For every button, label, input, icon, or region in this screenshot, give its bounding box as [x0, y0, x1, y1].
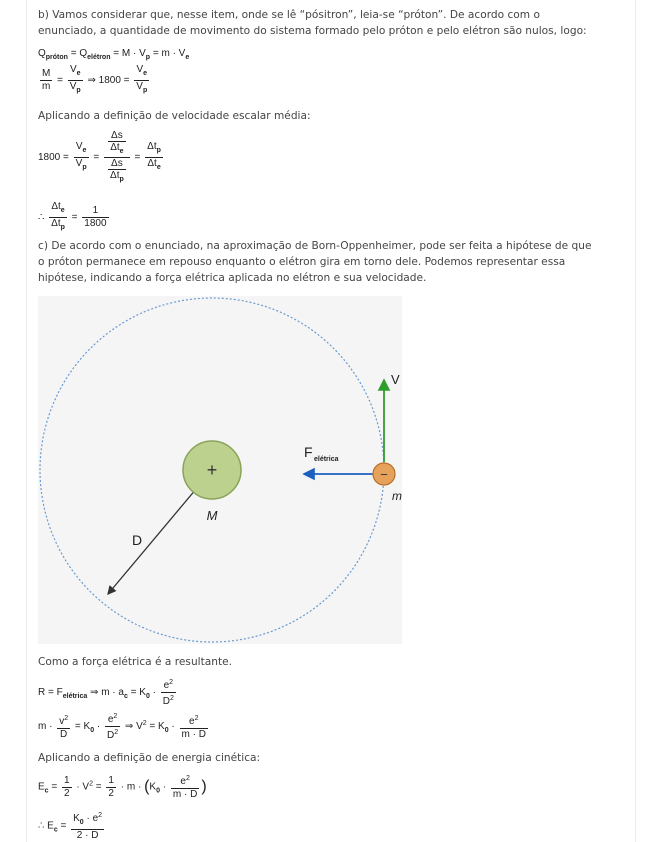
- equation-kinetic-energy: $E_c$ = $\frac{1}{2}$ · $V^2$ = $\frac{1}{2}$ · $m \cdot (K_0$ · $\frac{e^2}{m \cdot D}$ ): [38, 774, 207, 800]
- part-b-intro: b) Vamos considerar que, nesse item, onde se lê “pósitron”, leia-se “próton”. De acordo com o enunciado, a quantidade de movimento do sistema formado pelo próton e pelo elétron são nulos, logo:: [38, 9, 587, 37]
- equation-velocity-ratio: 1800 = $\frac{V_e}{V_p}$ = $\frac{\frac{\Delta s}{\Delta t_e}}{\frac{\Delta s}{\Delta t_p}}$ = $\frac{\Delta t_p}{\Delta t_e}$: [38, 130, 161, 183]
- force-symbol: F: [304, 444, 313, 460]
- proton-label: M: [206, 508, 218, 523]
- equation-kinetic-energy-result: ∴ $E_c$ = $\frac{K_0 \cdot e^2}{2 \cdot D}$: [38, 812, 103, 841]
- velocity-definition-text: Aplicando a definição de velocidade escalar média:: [38, 110, 311, 122]
- equation-mass-ratio: $\frac{M}{m}$ = $\frac{V_e}{V_p}$ ⇒ 1800 = $\frac{V_e}{V_p}$: [38, 64, 151, 97]
- proton-sign: +: [206, 460, 218, 480]
- electron-sign: −: [380, 467, 388, 482]
- equation-resultant-force: $R = F_{elétrica}$ ⇒ $m \cdot a_c = K_0$ · $\frac{e^2}{D^2}$: [38, 679, 174, 707]
- velocity-label: V: [391, 372, 400, 387]
- part-c-intro: c) De acordo com o enunciado, na aproximação de Born-Oppenheimer, pode ser feita a hipótese de que o próton permanece em repouso enquanto o elétron gira em torno dele. Podemos representar essa hipótese, indicando a força elétrica aplicada no elétron e sua velocidade.: [38, 240, 592, 284]
- orbit-figure: [38, 296, 402, 644]
- equation-momentum: $Q_{próton} = Q_{elétron} = M \cdot V_p = m \cdot V_e$: [38, 48, 190, 61]
- equation-time-ratio: ∴ $\frac{\Delta t_e}{\Delta t_p}$ = $\frac{1}{1800}$: [38, 201, 111, 234]
- force-subscript: elétrica: [314, 456, 339, 463]
- equation-velocity-squared: m · $\frac{v^2}{D}$ = $K_0$ · $\frac{e^2}{D^2}$ ⇒ $V^2 = K_0$ · $\frac{e^2}{m \cdot D}$: [38, 713, 206, 741]
- kinetic-energy-definition-text: Aplicando a definição de energia cinética:: [38, 752, 261, 764]
- electron-label: m: [392, 489, 402, 503]
- radius-label: D: [132, 532, 143, 548]
- resultant-force-text: Como a força elétrica é a resultante.: [38, 656, 232, 668]
